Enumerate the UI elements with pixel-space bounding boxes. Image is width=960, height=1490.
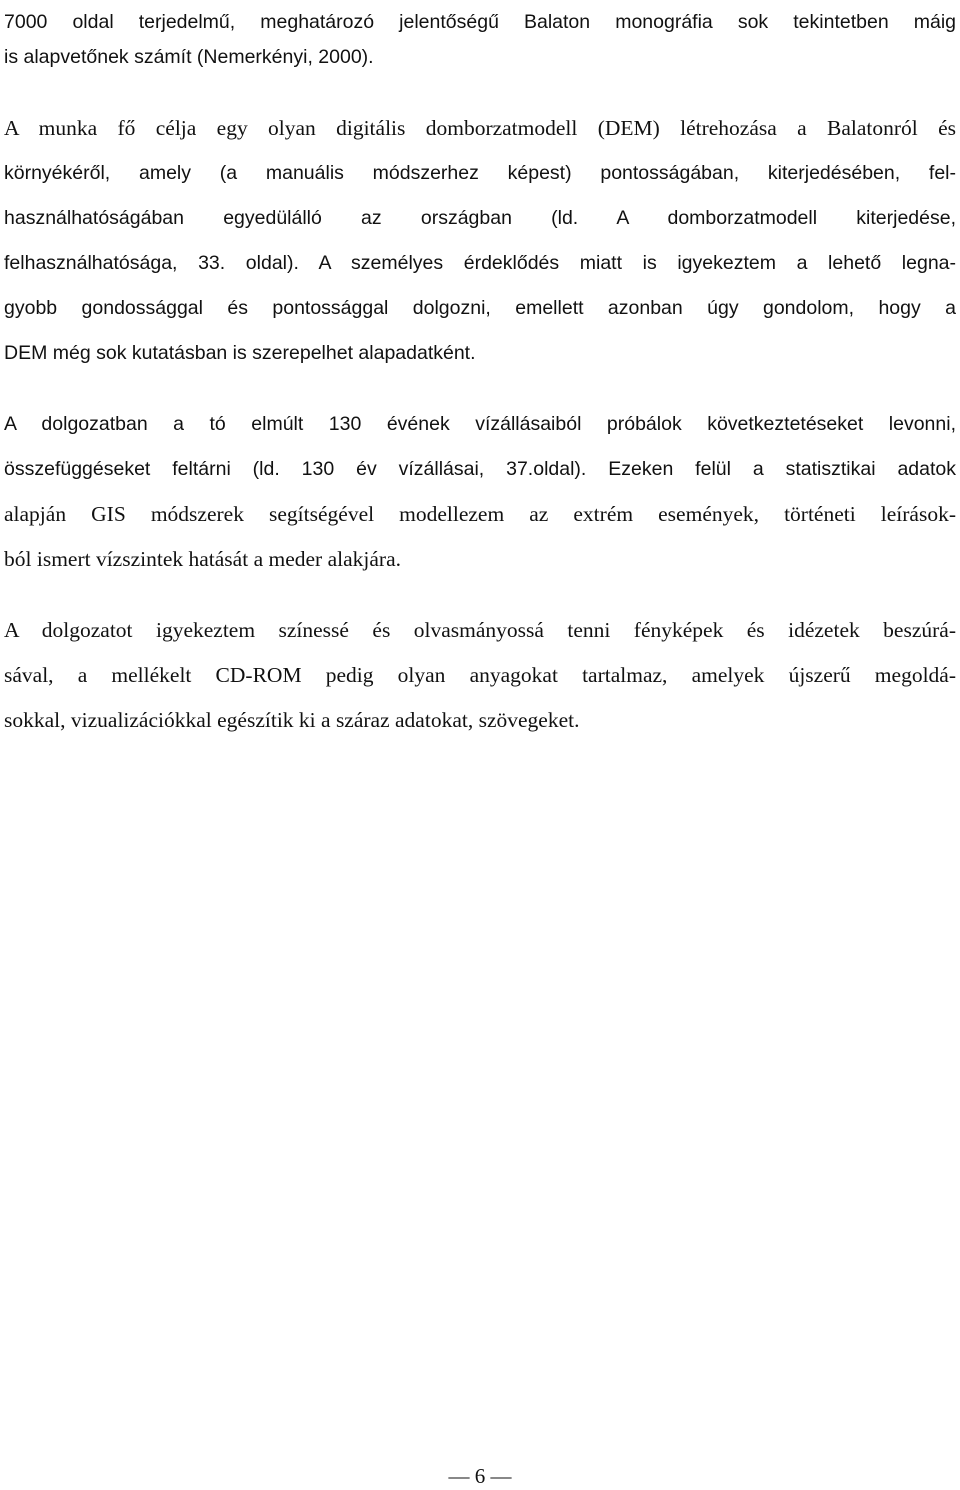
text-line: használhatóságában egyedülálló az országban (ld. A domborzatmodell kiterjedése, [4, 207, 956, 229]
text-line: összefüggéseket feltárni (ld. 130 év vízállásai, 37.oldal). Ezeken felül a statisztikai adatok [4, 458, 956, 480]
text-line: A dolgozatot igyekeztem színessé és olvasmányossá tenni fényképek és idézetek beszúrá- [4, 618, 956, 642]
text-line: sokkal, vizualizációkkal egészítik ki a száraz adatokat, szövegeket. [4, 708, 580, 732]
text-line: felhasználhatósága, 33. oldal). A személyes érdeklődés miatt is igyekeztem a lehető legna- [4, 252, 956, 274]
text-line: gyobb gondossággal és pontossággal dolgozni, emellett azonban úgy gondolom, hogy a [4, 297, 956, 319]
text-line: DEM még sok kutatásban is szerepelhet alapadatként. [4, 342, 476, 364]
text-line: ból ismert vízszintek hatását a meder alakjára. [4, 547, 401, 571]
text-line: alapján GIS módszerek segítségével modellezem az extrém események, történeti leírások- [4, 502, 956, 526]
text-line: 7000 oldal terjedelmű, meghatározó jelentőségű Balaton monográfia sok tekintetben máig [4, 11, 956, 33]
text-line: sával, a mellékelt CD-ROM pedig olyan anyagokat tartalmaz, amelyek újszerű megoldá- [4, 663, 956, 687]
text-line: környékéről, amely (a manuális módszerhez képest) pontosságában, kiterjedésében, fel- [4, 162, 956, 184]
page-number: — 6 — [448, 1464, 512, 1488]
text-line: is alapvetőnek számít (Nemerkényi, 2000). [4, 46, 374, 68]
text-line: A dolgozatban a tó elmúlt 130 évének vízállásaiból próbálok következtetéseket levonni, [4, 413, 956, 435]
text-line: A munka fő célja egy olyan digitális domborzatmodell (DEM) létrehozása a Balatonról és [4, 116, 956, 140]
